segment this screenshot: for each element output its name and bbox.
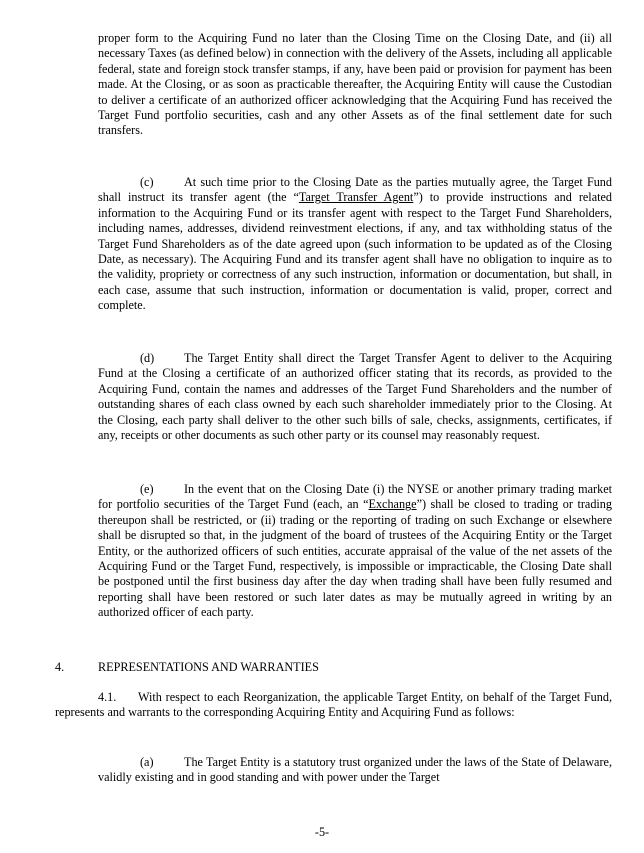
paragraph-label: (e) xyxy=(140,482,154,496)
paragraph-text: The Target Entity shall direct the Target Transfer Agent to deliver to the Acquiring Fund at the Closing a certificate of an authorized officer stating that its records, as provided to the Acquiring Fund, contain the names and addresses of the Target Fund Shareholders and the number of outstanding shares of each class owned by each such shareholder immediately prior to the Closing. At the Closing, each party shall deliver to the other such bills of sale, checks, assignments, certificates, if any, receipts or other documents as such other party or its counsel may reasonably request. xyxy=(98,351,612,443)
section-number: 4. xyxy=(55,660,65,674)
page-number: -5- xyxy=(314,825,330,839)
paragraph-d xyxy=(98,351,612,443)
paragraph-text: The Target Entity is a statutory trust organized under the laws of the State of Delaware, validly existing and in good standing and with power under the Target xyxy=(98,755,612,785)
paragraph-text: ”) to provide instructions and related information to the Acquiring Fund or its transfer agent with respect to the Target Fund Shareholders, including names, addresses, dividend reinvestment elections, if any, and tax withholding status of the Target Fund Shareholders as of the date agreed upon (such information to be updated as of the Closing Date, as necessary). The Acquiring Fund and its transfer agent shall have no obligation to inquire as to the validity, propriety or correctness of any such instruction, information or documentation, but shall, in each case, assume that such instruction, information or documentation is valid, proper, correct and complete. xyxy=(98,190,612,313)
section-number: 4.1. xyxy=(98,690,117,704)
section-heading xyxy=(55,660,319,675)
paragraph-label: (c) xyxy=(140,175,154,189)
paragraph-text: proper form to the Acquiring Fund no later than the Closing Time on the Closing Date, and (ii) all necessary Taxes (as defined below) in connection with the delivery of the Assets, including all applicable federal, state and foreign stock transfer stamps, if any, have been paid or provision for payment has been made. At the Closing, or as soon as practicable thereafter, the Acquiring Entity will cause the Custodian to deliver a certificate of an authorized officer acknowledging that the Acquiring Fund has received the Target Fund portfolio securities, cash and any other Assets as of the final settlement date for such transfers. xyxy=(98,31,612,138)
paragraph-e xyxy=(98,482,612,621)
paragraph-label: (d) xyxy=(140,351,155,365)
paragraph-text: In the event that on the Closing Date (i) the NYSE or another primary trading market for portfolio securities of the Target Fund (each, an “ xyxy=(98,482,612,512)
paragraph-text: ”) shall be closed to trading or trading thereupon shall be restricted, or (ii) trading or the reporting of trading on such Exchange or elsewhere shall be disrupted so that, in the judgment of the board of trustees of the Acquiring Entity or the Target Entity, or the authorized officers of such entities, accurate appraisal of the value of the net assets of the Acquiring Fund or the Target Fund, respectively, is impossible or impracticable, the Closing Date shall be postponed until the first business day after the day when trading shall have been fully resumed and reporting shall have been restored or such later dates as may be mutually agreed in writing by an authorized officer of each party. xyxy=(98,497,612,620)
paragraph-label: (a) xyxy=(140,755,154,769)
section-title: REPRESENTATIONS AND WARRANTIES xyxy=(98,660,319,674)
paragraph-text: With respect to each Reorganization, the applicable Target Entity, on behalf of the Target Fund, represents and warrants to the corresponding Acquiring Entity and Acquiring Fund as follows: xyxy=(55,690,612,720)
section-4-1 xyxy=(55,690,612,721)
paragraph-b-continuation xyxy=(98,31,612,139)
defined-term: Target Transfer Agent xyxy=(298,190,414,205)
paragraph-a xyxy=(98,755,612,786)
paragraph-c xyxy=(98,175,612,314)
defined-term: Exchange xyxy=(368,497,417,512)
paragraph-text: At such time prior to the Closing Date as the parties mutually agree, the Target Fund shall instruct its transfer agent (the “ xyxy=(98,175,612,205)
